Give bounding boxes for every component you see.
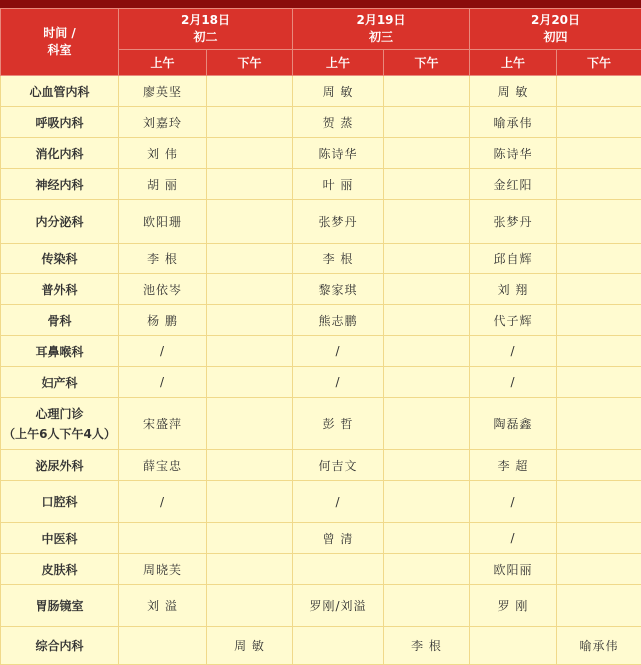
dept-name: 神经内科: [35, 178, 83, 192]
doctor-name: 池依岑: [143, 283, 182, 297]
doctor-name: 喻承伟: [579, 639, 618, 653]
doctor-name: 欧阳丽: [493, 563, 532, 577]
doctor-name: 彭 哲: [323, 417, 354, 431]
dept-name: 消化内科: [35, 147, 83, 161]
doctor-cell: [384, 169, 470, 200]
doctor-cell: [207, 336, 293, 367]
doctor-name: /: [510, 375, 515, 389]
am-header: 上午: [293, 50, 384, 76]
doctor-cell: [293, 481, 384, 523]
dept-cell: [1, 367, 119, 398]
doctor-name: 李 根: [411, 639, 442, 653]
doctor-cell: [470, 274, 557, 305]
doctor-name: 曾 清: [323, 532, 354, 546]
doctor-cell: [384, 244, 470, 274]
doctor-cell: [119, 169, 207, 200]
doctor-cell: [470, 200, 557, 244]
dept-cell: [1, 585, 119, 627]
dept-name: 心血管内科: [29, 85, 89, 99]
doctor-cell: [470, 244, 557, 274]
doctor-cell: [207, 76, 293, 107]
corner-time-label: 时间 /: [1, 25, 118, 42]
doctor-name: 陈诗华: [318, 147, 357, 161]
doctor-name: 李 超: [498, 459, 529, 473]
doctor-cell: [207, 585, 293, 627]
day-date: 2月20日: [470, 12, 641, 29]
dept-name: 中医科: [41, 532, 77, 546]
doctor-cell: [293, 169, 384, 200]
dept-name: 传染科: [41, 252, 77, 266]
doctor-cell: [557, 244, 641, 274]
doctor-name: 刘嘉玲: [143, 116, 182, 130]
doctor-cell: [384, 200, 470, 244]
doctor-name: 陈诗华: [493, 147, 532, 161]
pm-header: 下午: [557, 50, 641, 76]
dept-cell: [1, 554, 119, 585]
dept-cell: [1, 200, 119, 244]
doctor-cell: [293, 244, 384, 274]
doctor-cell: [207, 169, 293, 200]
doctor-cell: [293, 336, 384, 367]
table-row: [1, 305, 641, 336]
doctor-name: 刘 伟: [147, 147, 178, 161]
doctor-name: 金红阳: [493, 178, 532, 192]
doctor-name: 周 敏: [323, 85, 354, 99]
dept-name: 妇产科: [41, 376, 77, 390]
dept-name: 口腔科: [41, 495, 77, 509]
doctor-cell: [384, 138, 470, 169]
doctor-cell: [384, 523, 470, 554]
doctor-cell: [293, 627, 384, 665]
dept-cell: [1, 398, 119, 450]
doctor-cell: [384, 107, 470, 138]
doctor-name: /: [510, 531, 515, 545]
doctor-name: 周 敏: [234, 639, 265, 653]
doctor-name: /: [160, 344, 165, 358]
table-row: [1, 554, 641, 585]
doctor-name: /: [160, 495, 165, 509]
dept-cell: [1, 107, 119, 138]
dept-name: 骨科: [47, 314, 71, 328]
doctor-cell: [119, 336, 207, 367]
doctor-cell: [557, 585, 641, 627]
dept-cell: [1, 244, 119, 274]
doctor-cell: [470, 450, 557, 481]
table-row: [1, 244, 641, 274]
doctor-cell: [557, 169, 641, 200]
doctor-cell: [557, 200, 641, 244]
doctor-name: /: [160, 375, 165, 389]
doctor-cell: [293, 107, 384, 138]
doctor-cell: [119, 76, 207, 107]
doctor-cell: [207, 244, 293, 274]
doctor-cell: [470, 76, 557, 107]
doctor-name: /: [335, 375, 340, 389]
doctor-cell: [470, 169, 557, 200]
schedule-table: [0, 8, 641, 665]
dept-cell: [1, 76, 119, 107]
doctor-cell: [119, 554, 207, 585]
table-row: [1, 274, 641, 305]
doctor-name: 喻承伟: [493, 116, 532, 130]
doctor-name: 贺 蒸: [323, 116, 354, 130]
doctor-cell: [384, 76, 470, 107]
doctor-cell: [557, 523, 641, 554]
doctor-cell: [384, 398, 470, 450]
doctor-name: 邱自辉: [493, 252, 532, 266]
doctor-name: 熊志鹏: [318, 314, 357, 328]
pm-header: 下午: [207, 50, 293, 76]
doctor-name: 宋盛萍: [143, 417, 182, 431]
day-date: 2月19日: [293, 12, 469, 29]
am-header: 上午: [119, 50, 207, 76]
doctor-cell: [119, 274, 207, 305]
dept-cell: [1, 627, 119, 665]
doctor-name: 陶磊鑫: [493, 417, 532, 431]
doctor-name: 张梦丹: [318, 215, 357, 229]
doctor-cell: [384, 305, 470, 336]
doctor-cell: [293, 523, 384, 554]
doctor-name: /: [335, 495, 340, 509]
corner-dept-label: 科室: [1, 42, 118, 59]
doctor-name: 周 敏: [498, 85, 529, 99]
table-row: [1, 523, 641, 554]
doctor-name: 代子辉: [493, 314, 532, 328]
doctor-name: 黎家琪: [318, 283, 357, 297]
doctor-cell: [207, 481, 293, 523]
doctor-name: 刘 翔: [498, 283, 529, 297]
am-header: 上午: [470, 50, 557, 76]
doctor-cell: [119, 481, 207, 523]
dept-name: 内分泌科: [35, 215, 83, 229]
dept-cell: [1, 169, 119, 200]
doctor-cell: [293, 450, 384, 481]
doctor-cell: [207, 200, 293, 244]
table-row: [1, 627, 641, 665]
day-header: [293, 9, 470, 50]
doctor-cell: [293, 305, 384, 336]
table-row: [1, 76, 641, 107]
dept-name: 耳鼻喉科: [35, 345, 83, 359]
dept-cell: [1, 274, 119, 305]
doctor-cell: [207, 305, 293, 336]
doctor-cell: [470, 554, 557, 585]
doctor-cell: [207, 523, 293, 554]
doctor-cell: [119, 367, 207, 398]
table-row: [1, 107, 641, 138]
table-row: [1, 585, 641, 627]
dept-cell: [1, 336, 119, 367]
doctor-cell: [293, 274, 384, 305]
doctor-cell: [119, 398, 207, 450]
doctor-name: 李 根: [323, 252, 354, 266]
table-row: [1, 481, 641, 523]
doctor-cell: [470, 367, 557, 398]
doctor-cell: [119, 627, 207, 665]
doctor-cell: [293, 585, 384, 627]
doctor-name: 欧阳珊: [143, 215, 182, 229]
doctor-cell: [119, 244, 207, 274]
doctor-cell: [557, 481, 641, 523]
doctor-cell: [557, 367, 641, 398]
doctor-cell: [384, 274, 470, 305]
doctor-cell: [557, 274, 641, 305]
doctor-name: 杨 鹏: [147, 314, 178, 328]
doctor-cell: [557, 76, 641, 107]
table-row: [1, 367, 641, 398]
doctor-cell: [557, 107, 641, 138]
dept-name: 普外科: [41, 283, 77, 297]
doctor-name: 周晓芙: [143, 563, 182, 577]
doctor-cell: [470, 336, 557, 367]
doctor-name: /: [510, 495, 515, 509]
table-row: [1, 200, 641, 244]
dept-name: 综合内科: [35, 639, 83, 653]
day-lunar: 初三: [293, 29, 469, 46]
doctor-cell: [384, 554, 470, 585]
doctor-cell: [207, 450, 293, 481]
doctor-cell: [470, 138, 557, 169]
doctor-cell: [470, 398, 557, 450]
doctor-cell: [470, 305, 557, 336]
table-row: [1, 138, 641, 169]
header-row-dates: [1, 9, 641, 50]
dept-cell: [1, 481, 119, 523]
doctor-cell: [207, 367, 293, 398]
doctor-cell: [207, 398, 293, 450]
dept-name: 皮肤科: [41, 563, 77, 577]
doctor-cell: [293, 76, 384, 107]
schedule-body: [1, 76, 641, 665]
doctor-cell: [384, 367, 470, 398]
doctor-cell: [557, 138, 641, 169]
doctor-cell: [293, 554, 384, 585]
doctor-name: 罗 刚: [498, 599, 529, 613]
table-row: [1, 398, 641, 450]
doctor-name: /: [335, 344, 340, 358]
doctor-cell: [119, 305, 207, 336]
doctor-name: 廖英坚: [143, 85, 182, 99]
doctor-cell: [207, 107, 293, 138]
dept-cell: [1, 138, 119, 169]
day-header: [470, 9, 641, 50]
doctor-name: 胡 丽: [147, 178, 178, 192]
doctor-cell: [470, 585, 557, 627]
doctor-cell: [384, 585, 470, 627]
doctor-cell: [557, 336, 641, 367]
doctor-cell: [557, 305, 641, 336]
table-row: [1, 336, 641, 367]
doctor-name: 张梦丹: [493, 215, 532, 229]
doctor-cell: [119, 200, 207, 244]
doctor-cell: [470, 627, 557, 665]
doctor-cell: [557, 554, 641, 585]
dept-cell: [1, 523, 119, 554]
dept-name: 呼吸内科: [35, 116, 83, 130]
dept-cell: [1, 305, 119, 336]
doctor-name: 何吉文: [318, 459, 357, 473]
doctor-cell: [557, 627, 641, 665]
day-date: 2月18日: [119, 12, 292, 29]
doctor-cell: [470, 107, 557, 138]
doctor-name: 薛宝忠: [143, 459, 182, 473]
doctor-cell: [119, 138, 207, 169]
dept-name: 胃肠镜室: [35, 599, 83, 613]
dept-note: （上午6人下午4人）: [3, 427, 116, 441]
day-lunar: 初二: [119, 29, 292, 46]
doctor-cell: [207, 554, 293, 585]
doctor-cell: [119, 523, 207, 554]
doctor-cell: [293, 367, 384, 398]
pm-header: 下午: [384, 50, 470, 76]
doctor-cell: [293, 138, 384, 169]
doctor-cell: [557, 398, 641, 450]
day-header: [119, 9, 293, 50]
dept-name: 泌尿外科: [35, 459, 83, 473]
dept-name: 心理门诊: [35, 407, 83, 421]
doctor-cell: [384, 627, 470, 665]
table-row: [1, 169, 641, 200]
header-corner: [1, 9, 119, 76]
doctor-cell: [384, 481, 470, 523]
doctor-cell: [119, 450, 207, 481]
doctor-cell: [119, 107, 207, 138]
doctor-cell: [384, 450, 470, 481]
doctor-cell: [207, 274, 293, 305]
day-lunar: 初四: [470, 29, 641, 46]
doctor-name: 李 根: [147, 252, 178, 266]
dept-cell: [1, 450, 119, 481]
doctor-cell: [293, 200, 384, 244]
top-bar: [0, 0, 641, 8]
doctor-name: 刘 溢: [147, 599, 178, 613]
doctor-name: /: [510, 344, 515, 358]
doctor-cell: [470, 523, 557, 554]
doctor-cell: [293, 398, 384, 450]
doctor-cell: [384, 336, 470, 367]
doctor-name: 罗刚/刘溢: [309, 599, 366, 613]
doctor-cell: [557, 450, 641, 481]
doctor-cell: [119, 585, 207, 627]
doctor-cell: [470, 481, 557, 523]
doctor-cell: [207, 627, 293, 665]
doctor-cell: [207, 138, 293, 169]
table-row: [1, 450, 641, 481]
doctor-name: 叶 丽: [323, 178, 354, 192]
